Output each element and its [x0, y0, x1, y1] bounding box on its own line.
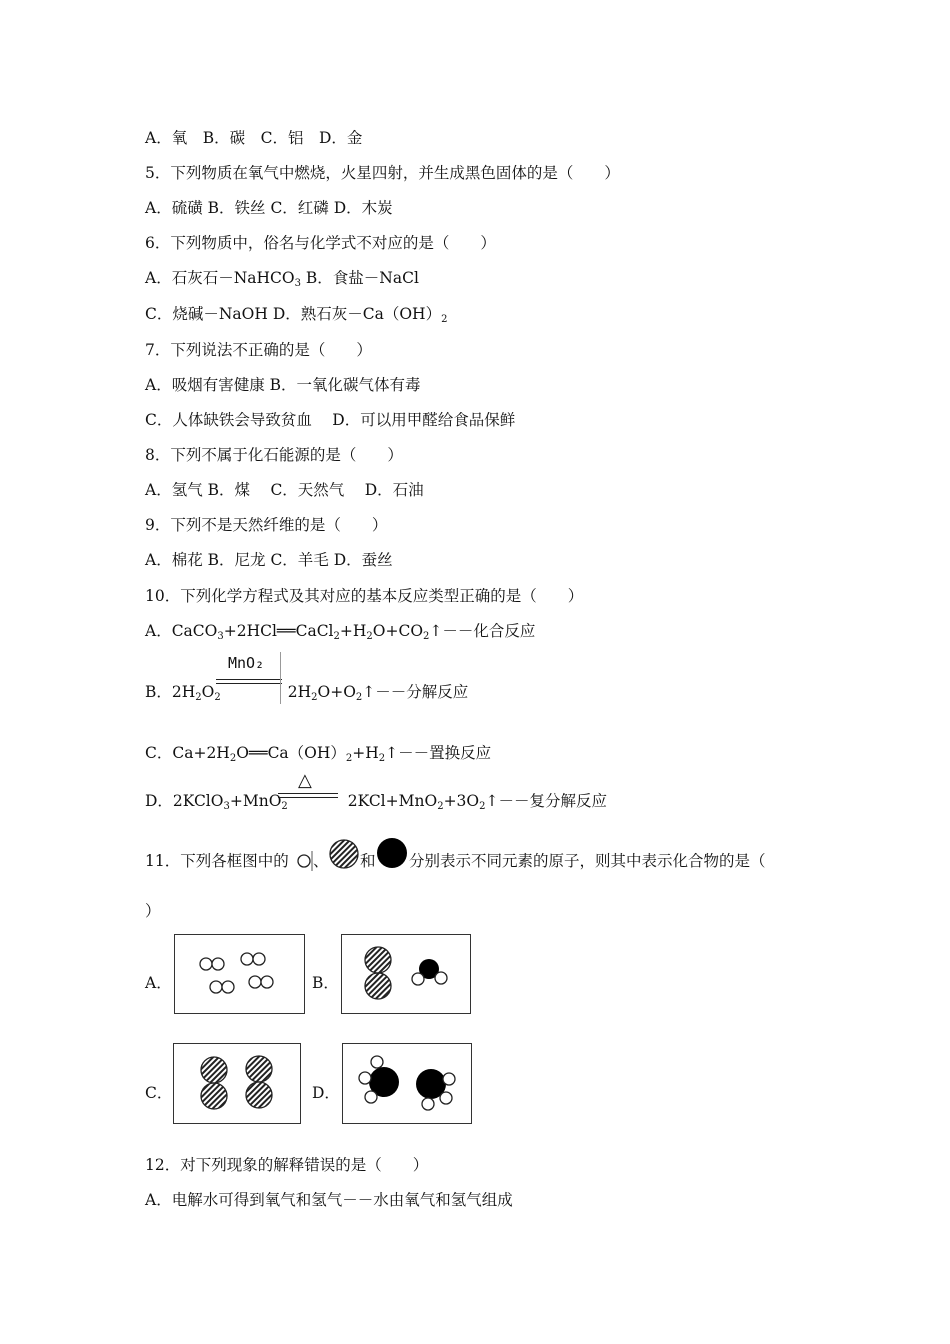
q7-stem: 7．下列说法不正确的是（ ）	[145, 341, 372, 359]
q11-label-c: C．	[145, 1084, 173, 1102]
q11-stem	[145, 851, 289, 871]
q11-stem-close: ）	[145, 902, 161, 920]
option-d-box	[342, 1043, 472, 1124]
q8-stem: 8．下列不属于化石能源的是（ ）	[145, 446, 403, 464]
q5-stem: 5．下列物质在氧气中燃烧，火星四射，并生成黑色固体的是（ ）	[145, 164, 620, 182]
hatched-atom-icon	[328, 838, 360, 870]
q10-stem: 10．下列化学方程式及其对应的基本反应类型正确的是（ ）	[145, 587, 584, 605]
q6-b-text: B．食盐－NaCl	[300, 269, 419, 287]
q8-options: A．氢气 B．煤 C．天然气 D．石油	[145, 481, 424, 499]
q10-option-d: D．2KClO$_3$+MnO$_2$ $2KCl+MnO_2+3O_2↑--$复分解反应	[145, 792, 607, 812]
q6-a-text: A．石灰石－NaHCO	[145, 269, 295, 287]
q11-label-d: D．	[312, 1084, 340, 1102]
option-c-box	[173, 1043, 301, 1124]
q9-options: A．棉花 B．尼龙 C．羊毛 D．蚕丝	[145, 551, 393, 569]
q12-option-a: A．电解水可得到氧气和氢气－－水由氧气和氢气组成	[145, 1191, 513, 1209]
q10-option-b: B．$2H_2O_2$ $2H_2O+O_2↑--$分解反应	[145, 683, 469, 703]
q10-option-a: A．$CaCO_3+2HCl══CaCl_2+H_2O+CO_2↑--$化合反应	[145, 622, 536, 642]
molecule-diagram-a	[175, 935, 303, 1012]
q7-options-cd: C．人体缺铁会导致贫血 D．可以用甲醛给食品保鲜	[145, 411, 516, 429]
q11-label-a: A．	[145, 974, 172, 992]
q10-option-c: C．$Ca+2H_2O══Ca(OH)_2+H_2↑--$置换反应	[145, 744, 492, 764]
molecule-diagram-c	[174, 1044, 299, 1122]
q6-stem: 6．下列物质中，俗名与化学式不对应的是（ ）	[145, 234, 496, 252]
q7-options-ab: A．吸烟有害健康 B．一氧化碳气体有毒	[145, 376, 421, 394]
q11-stem-text: 11．下列各框图中的	[145, 852, 289, 870]
q6-options-cd	[145, 304, 447, 324]
option-a-box	[174, 934, 305, 1014]
mno2-condition-image	[216, 652, 282, 704]
white-atom-icon	[296, 851, 314, 871]
heat-symbol: △	[298, 770, 312, 791]
q12-stem: 12．对下列现象的解释错误的是（ ）	[145, 1156, 429, 1174]
catalyst-label: MnO₂	[228, 654, 265, 672]
q11-sep1: 、	[313, 852, 329, 870]
molecule-diagram-b	[342, 935, 469, 1012]
q11-stem-post: 分别表示不同元素的原子，则其中表示化合物的是（	[409, 852, 766, 870]
molecule-diagram-d	[343, 1044, 470, 1122]
subscript: 2	[441, 314, 448, 325]
q5-options: A．硫磺 B．铁丝 C．红磷 D．木炭	[145, 199, 393, 217]
q6-cd-text: C．烧碱－NaOH D．熟石灰－Ca（OH）	[145, 305, 442, 323]
q11-label-b: B．	[312, 974, 339, 992]
black-atom-icon	[375, 836, 409, 870]
q6-options-ab	[145, 268, 419, 288]
heat-condition	[278, 772, 338, 804]
subscript: 3	[294, 278, 301, 289]
option-b-box	[341, 934, 471, 1014]
q9-stem: 9．下列不是天然纤维的是（ ）	[145, 516, 388, 534]
q4-options: A．氧 B．碳 C．铝 D．金	[145, 129, 363, 147]
q11-sep2: 和	[360, 852, 376, 870]
